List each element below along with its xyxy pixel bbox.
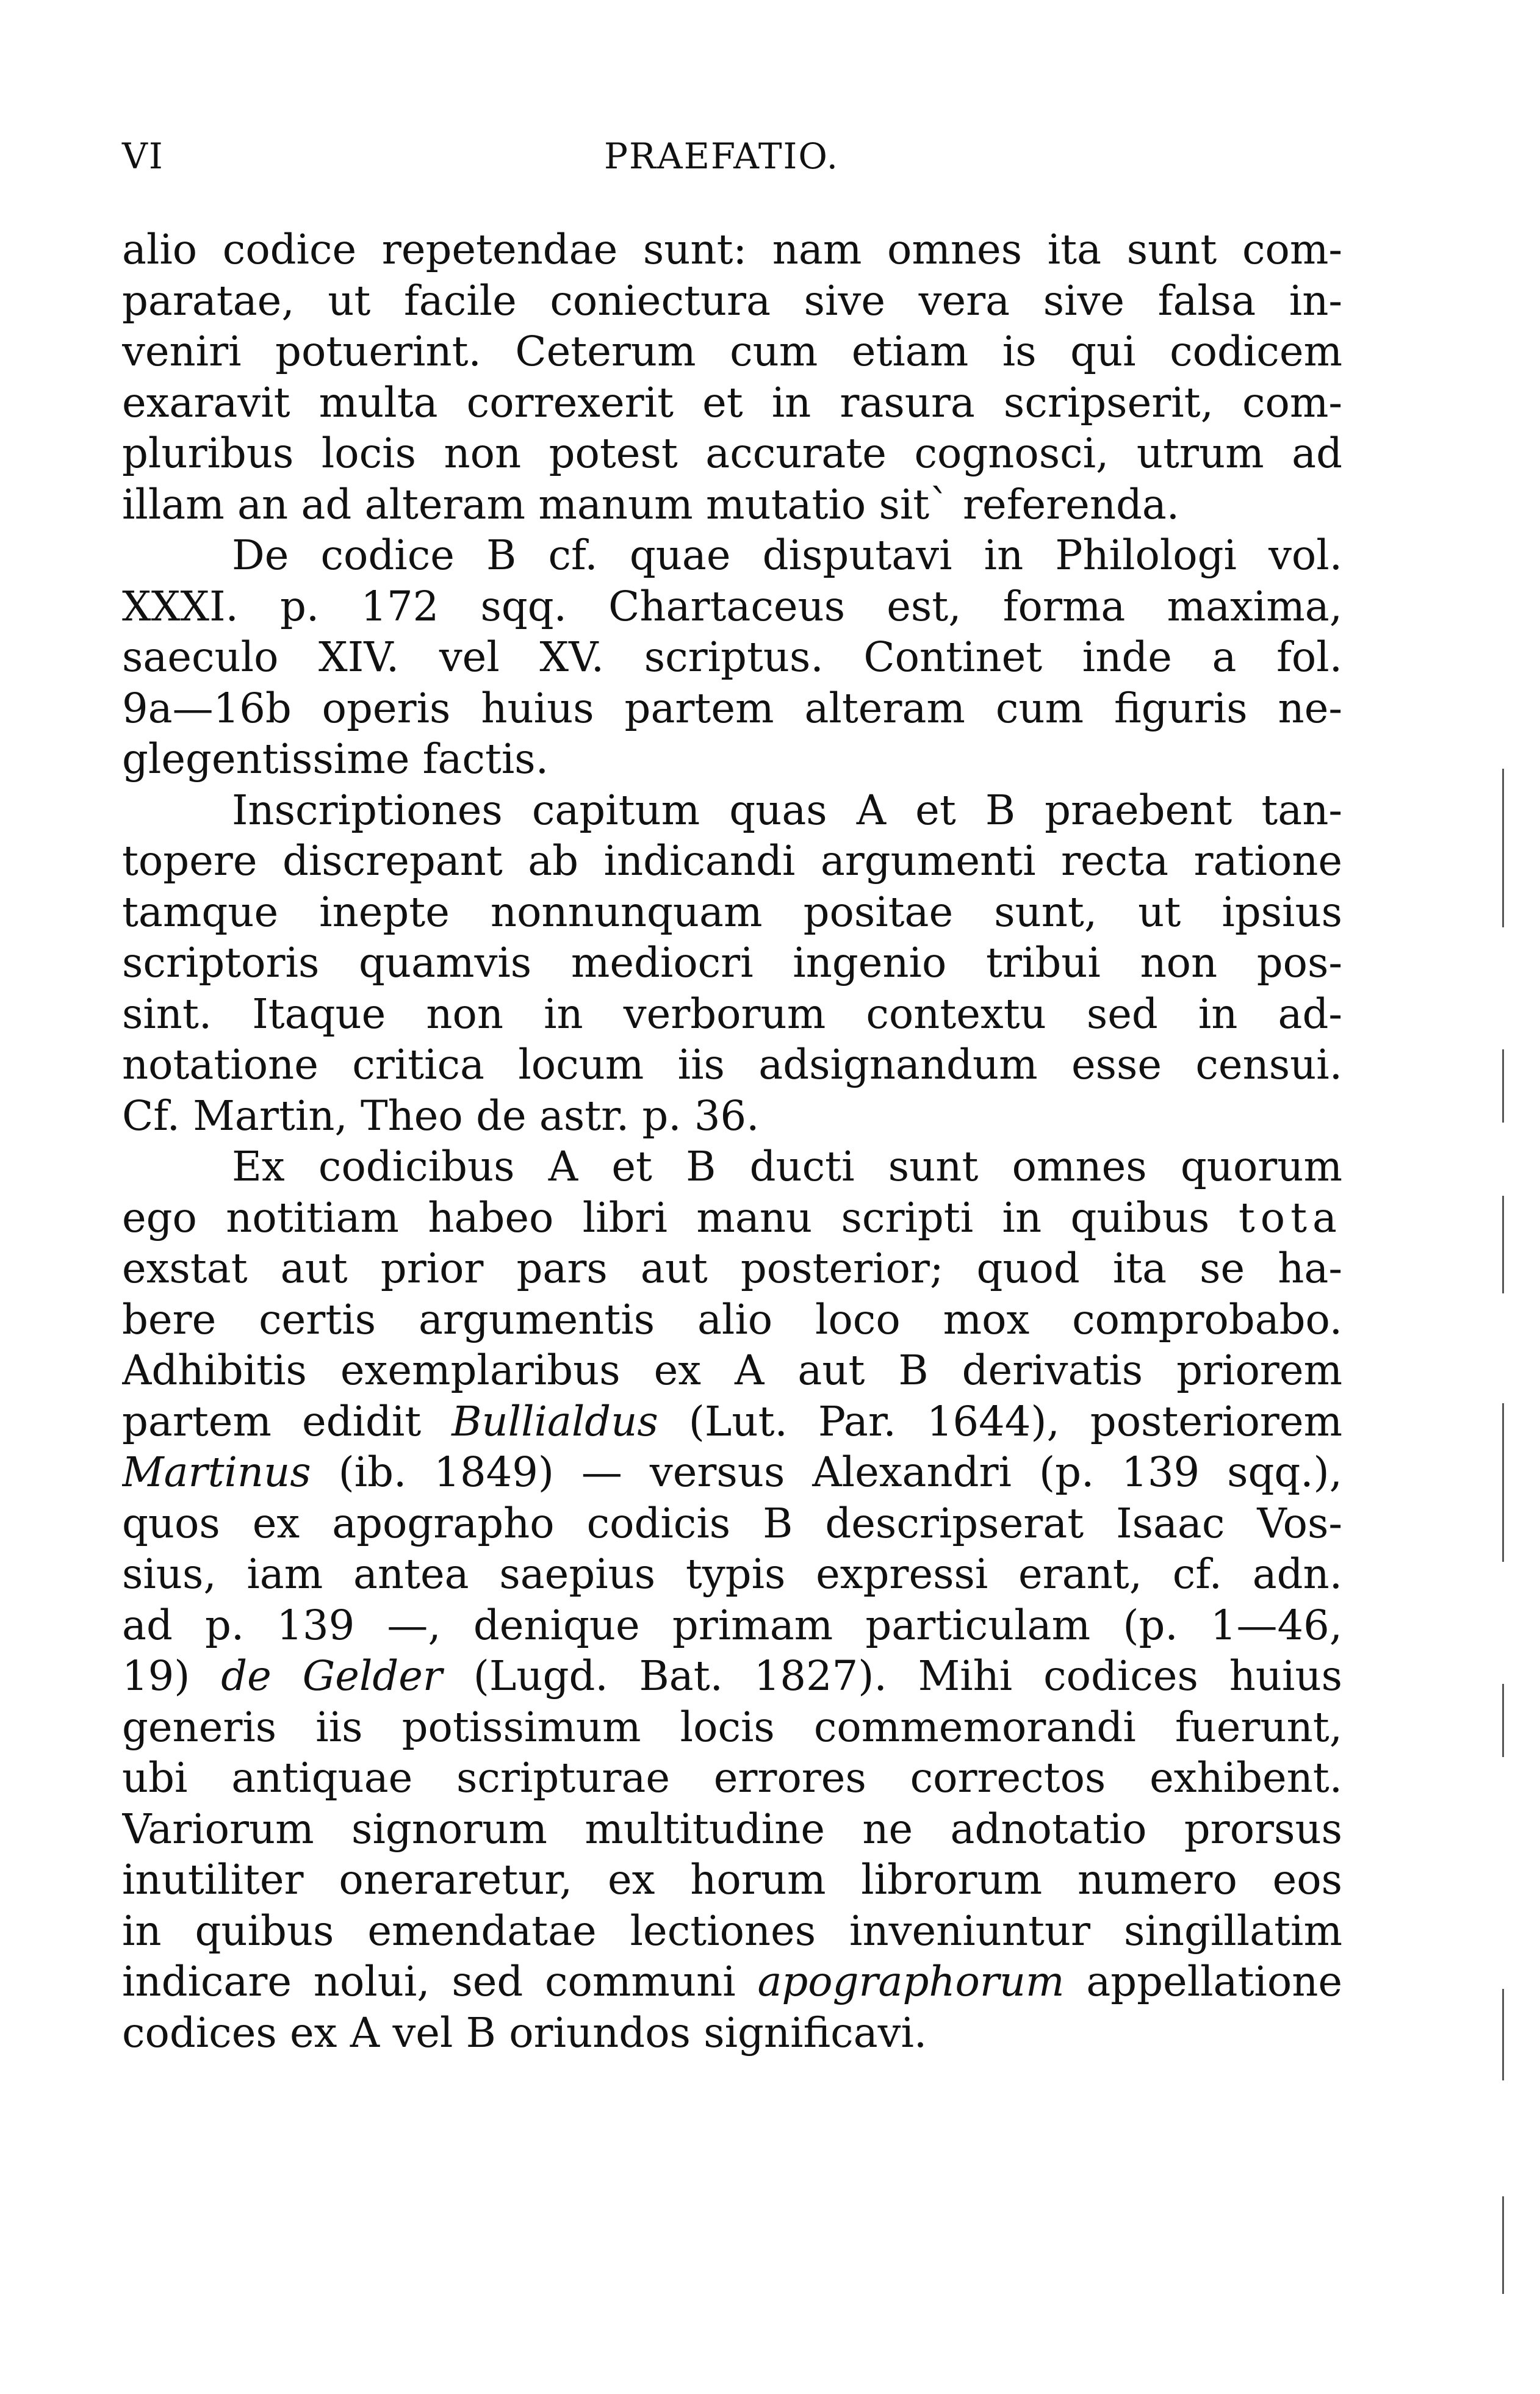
text-line: topere discrepant ab indicandi argumenti recta ratione [122, 837, 1342, 885]
text-line: pluribus locis non potest accurate cognosci, utrum ad [122, 430, 1342, 477]
text-line [122, 1193, 1342, 1244]
text-segment: 19) [122, 1652, 190, 1700]
text-line: Ex codicibus A et B ducti sunt omnes quorum [232, 1143, 1342, 1190]
text-line: exstat aut prior pars aut posterior; quod ita se ha- [122, 1245, 1342, 1292]
text-line [122, 1651, 1342, 1702]
page-header [122, 135, 1355, 190]
text-line: 9a—16b operis huius partem alteram cum figuris ne- [122, 684, 1342, 732]
text-line [122, 1396, 1342, 1448]
text-line: sius, iam antea saepius typis expressi erant, cf. adn. [122, 1550, 1342, 1598]
text-line [122, 1447, 1342, 1498]
text-line [122, 1957, 1342, 2008]
text-line: Adhibitis exemplaribus ex A aut B derivatis priorem [122, 1346, 1342, 1394]
text-line: bere certis argumentis alio loco mox comprobabo. [122, 1295, 1342, 1343]
text-line: ubi antiquae scripturae errores correctos exhibent. [122, 1754, 1342, 1802]
text-segment: partem edidit [122, 1397, 422, 1445]
text-line: scriptoris quamvis mediocri ingenio tribui non pos- [122, 939, 1342, 987]
italic-word: apographorum [757, 1958, 1065, 2005]
text-line: Variorum signorum multitudine ne adnotatio prorsus [122, 1805, 1342, 1853]
text-line: ad p. 139 —, denique primam particulam (p. 1—46, [122, 1601, 1342, 1649]
text-segment: appellatione [1086, 1958, 1342, 2005]
text-line: tamque inepte nonnunquam positae sunt, ut ipsius [122, 888, 1342, 936]
text-line: paratae, ut facile coniectura sive vera sive falsa in- [122, 276, 1342, 325]
text-segment: indicare nolui, sed communi [122, 1958, 736, 2005]
text-line: generis iis potissimum locis commemorandi fuerunt, [122, 1703, 1342, 1751]
italic-name: de Gelder [221, 1652, 442, 1700]
italic-name: Bullialdus [452, 1397, 658, 1445]
text-line: sint. Itaque non in verborum contextu sed in ad- [122, 990, 1342, 1038]
text-line: notatione critica locum iis adsignandum esse censui. [122, 1041, 1342, 1088]
text-line: codices ex A vel B oriundos significavi. [122, 2008, 927, 2057]
text-line: saeculo XIV. vel XV. scriptus. Continet inde a fol. [122, 633, 1342, 681]
text-line: XXXI. p. 172 sqq. Chartaceus est, forma maxima, [122, 582, 1342, 630]
italic-name: Martinus [122, 1448, 311, 1496]
body-text [122, 225, 1342, 2058]
text-segment: (Lut. Par. 1644), posteriorem [688, 1397, 1342, 1445]
scan-margin-mark [1502, 1989, 1504, 2080]
text-line: alio codice repetendae sunt: nam omnes ita sunt com- [122, 226, 1342, 273]
text-segment: (Lugd. Bat. 1827). Mihi codices huius [473, 1652, 1342, 1700]
scan-margin-mark [1502, 769, 1504, 927]
page-number: VI [122, 135, 164, 177]
scan-margin-mark [1502, 1196, 1504, 1293]
text-segment: (ib. 1849) — versus Alexandri (p. 139 sqq.), [338, 1448, 1342, 1496]
text-line: exaravit multa correxerit et in rasura scripserit, com- [122, 378, 1342, 426]
text-line: De codice B cf. quae disputavi in Philologi vol. [232, 531, 1342, 579]
spaced-word: tota [1238, 1193, 1342, 1242]
text-line: illam an ad alteram manum mutatio sit` referenda. [122, 480, 1180, 528]
text-line: quos ex apographo codicis B descripserat Isaac Vos- [122, 1499, 1342, 1547]
scan-margin-mark [1502, 1049, 1504, 1123]
text-line: Inscriptiones capitum quas A et B praebent tan- [232, 786, 1342, 834]
text-line: in quibus emendatae lectiones inveniuntur singillatim [122, 1907, 1342, 1955]
text-line: veniri potuerint. Ceterum cum etiam is qui codicem [122, 328, 1342, 375]
text-line: Cf. Martin, Theo de astr. p. 36. [122, 1091, 760, 1140]
running-title: PRAEFATIO. [604, 135, 840, 177]
scan-margin-mark [1502, 2196, 1504, 2294]
scan-margin-mark [1502, 1684, 1504, 1757]
text-line: glegentissime factis. [122, 735, 549, 783]
text-segment: ego notitiam habeo libri manu scripti in quibus [122, 1193, 1210, 1242]
text-line: inutiliter oneraretur, ex horum librorum numero eos [122, 1856, 1342, 1903]
scan-margin-mark [1502, 1403, 1504, 1562]
